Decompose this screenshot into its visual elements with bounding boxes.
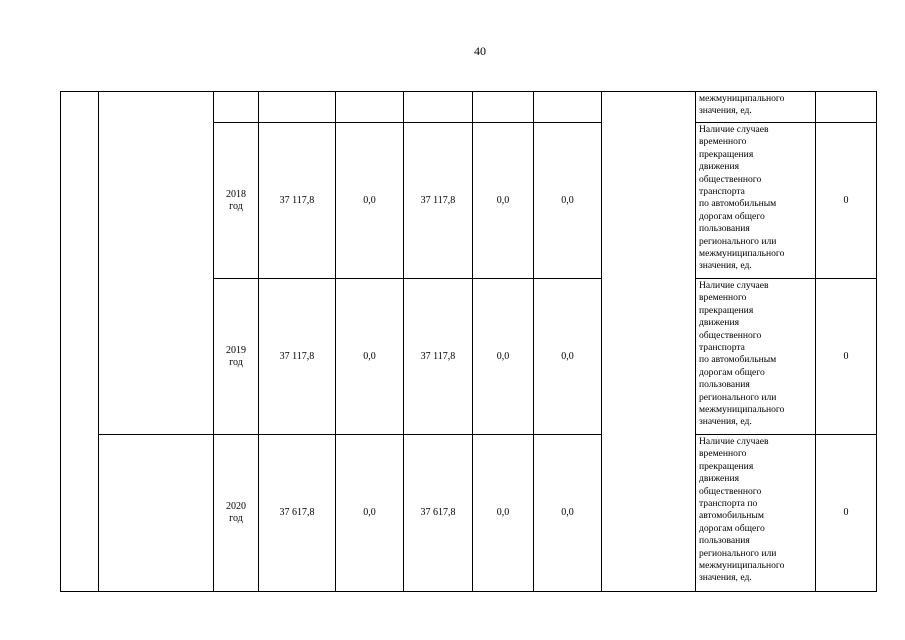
- indicator-text-continued: межмуниципального значения, ед.: [699, 93, 785, 117]
- amount-cell: 0,0: [496, 350, 510, 362]
- amount-cell: 0,0: [363, 507, 376, 518]
- indicator-text: Наличие случаев временного прекращения движения общественного транспорта по автомобильным дорогам общего пользования регионального или межмуниципального значения, ед.: [699, 436, 785, 584]
- amount-cell: 0,0: [496, 507, 510, 518]
- amount-cell: 0,0: [561, 194, 574, 206]
- year-cell: 2020 год: [226, 501, 246, 524]
- amount-cell: 37 617,8: [420, 507, 456, 518]
- indicator-value: 0: [843, 507, 849, 518]
- table-border-right: [876, 91, 877, 592]
- page-number: 40: [474, 44, 486, 58]
- indicator-value: 0: [843, 350, 849, 362]
- amount-cell: 0,0: [561, 507, 574, 518]
- total-cell: 37 117,8: [279, 194, 315, 206]
- amount-cell: 0,0: [363, 350, 376, 362]
- indicator-value: 0: [843, 194, 849, 206]
- amount-cell: 0,0: [496, 194, 510, 206]
- table-border-top: [60, 91, 877, 92]
- amount-cell: 0,0: [561, 350, 574, 362]
- indicator-text: Наличие случаев временного прекращения движения общественного транспорта по автомобильным дорогам общего пользования регионального или межмуниципального значения, ед.: [699, 280, 785, 428]
- table-border-bottom: [60, 591, 877, 592]
- column-divider: [695, 91, 696, 592]
- total-cell: 37 617,8: [279, 507, 315, 518]
- amount-cell: 37 117,8: [420, 194, 456, 206]
- year-cell: 2018 год: [226, 188, 246, 212]
- amount-cell: 37 117,8: [420, 350, 456, 362]
- total-cell: 37 117,8: [279, 350, 315, 362]
- indicator-text: Наличие случаев временного прекращения движения общественного транспорта по автомобильным дорогам общего пользования регионального или межмуниципального значения, ед.: [699, 124, 785, 272]
- amount-cell: 0,0: [363, 194, 376, 206]
- column-divider: [98, 91, 99, 592]
- table-border-left: [60, 91, 61, 592]
- column-divider: [601, 91, 602, 592]
- year-cell: 2019 год: [226, 344, 246, 368]
